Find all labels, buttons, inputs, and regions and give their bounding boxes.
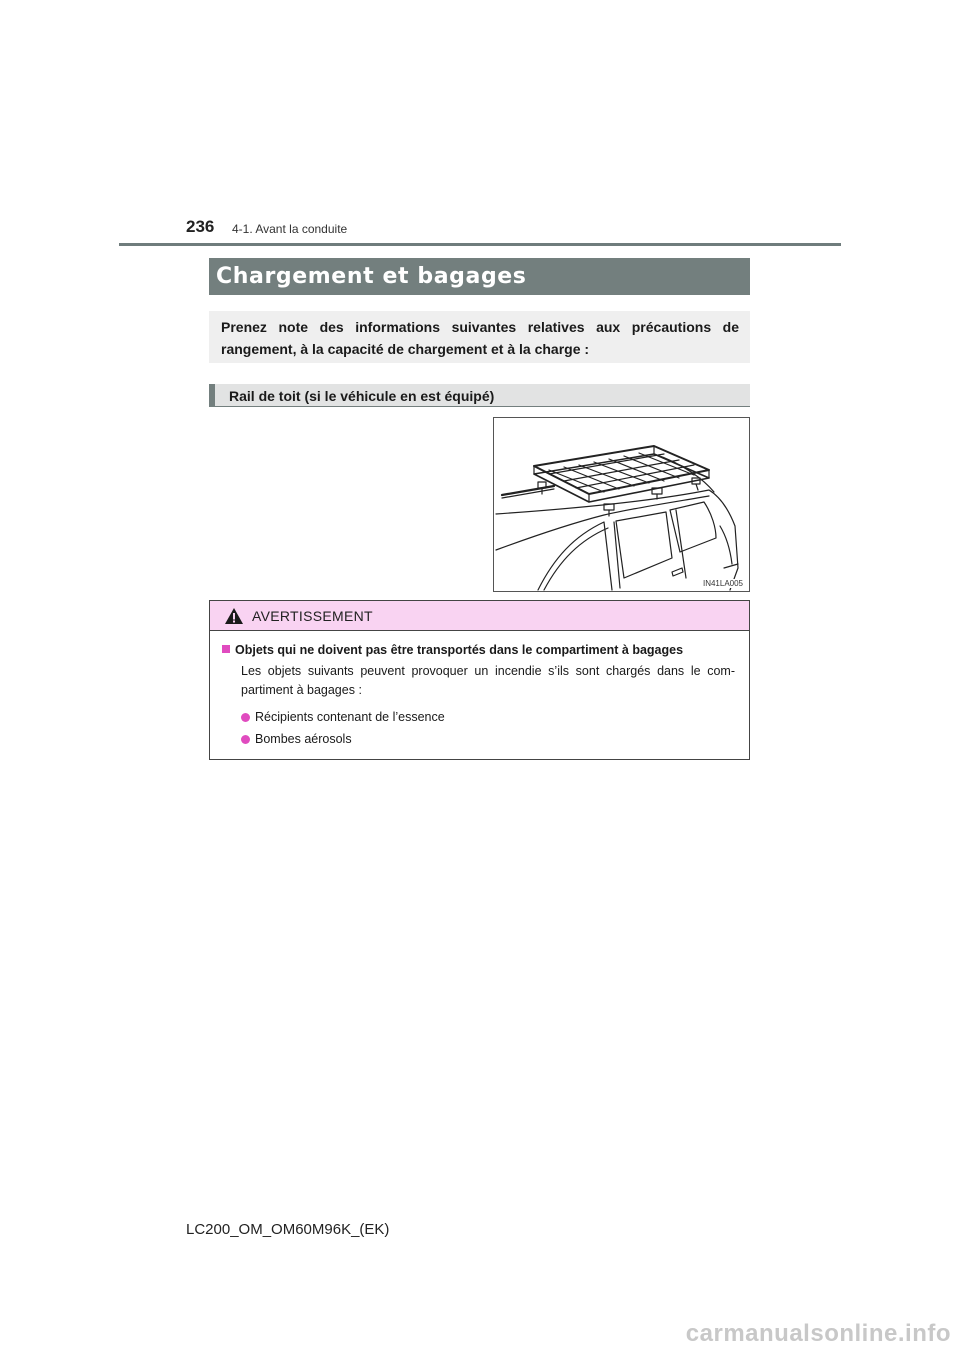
intro-text: Prenez note des informations suivantes relatives aux précautions de rangement, à la capacité de chargement et à la charge :	[221, 319, 739, 357]
warning-triangle-icon	[224, 607, 244, 625]
warning-box	[209, 600, 750, 760]
warning-title	[222, 643, 735, 657]
roof-rack-drawing	[494, 418, 749, 591]
warning-body	[210, 631, 749, 750]
roof-rack-illustration	[493, 417, 750, 592]
circle-bullet-icon	[241, 735, 250, 744]
warning-item-list	[241, 706, 735, 750]
list-item	[241, 728, 735, 750]
section-reference: 4-1. Avant la conduite	[232, 222, 348, 236]
square-bullet-icon	[222, 645, 230, 653]
section-title-bar	[209, 258, 750, 295]
warning-header	[210, 601, 749, 631]
intro-box	[209, 311, 750, 363]
document-code: LC200_OM_OM60M96K_(EK)	[186, 1221, 390, 1238]
list-item	[241, 706, 735, 728]
page-number: 236	[186, 217, 215, 236]
list-item-text: Bombes aérosols	[255, 732, 352, 746]
header-divider	[119, 243, 841, 246]
figure-code: IN41LA005	[702, 579, 743, 588]
subheading-text: Rail de toit (si le véhicule en est équipé)	[229, 387, 495, 404]
warning-label: AVERTISSEMENT	[252, 607, 373, 624]
subheading-roof-rail	[209, 384, 750, 407]
circle-bullet-icon	[241, 713, 250, 722]
warning-title-text: Objets qui ne doivent pas être transportés dans le compartiment à bagages	[235, 643, 684, 657]
watermark: carmanualsonline.info	[685, 1320, 951, 1347]
list-item-text: Récipients contenant de l’essence	[255, 710, 445, 724]
page-title: Chargement et bagages	[216, 264, 527, 289]
warning-text: Les objets suivants peuvent provoquer un incendie s’ils sont chargés dans le com-partiment à bagages :	[241, 664, 735, 697]
